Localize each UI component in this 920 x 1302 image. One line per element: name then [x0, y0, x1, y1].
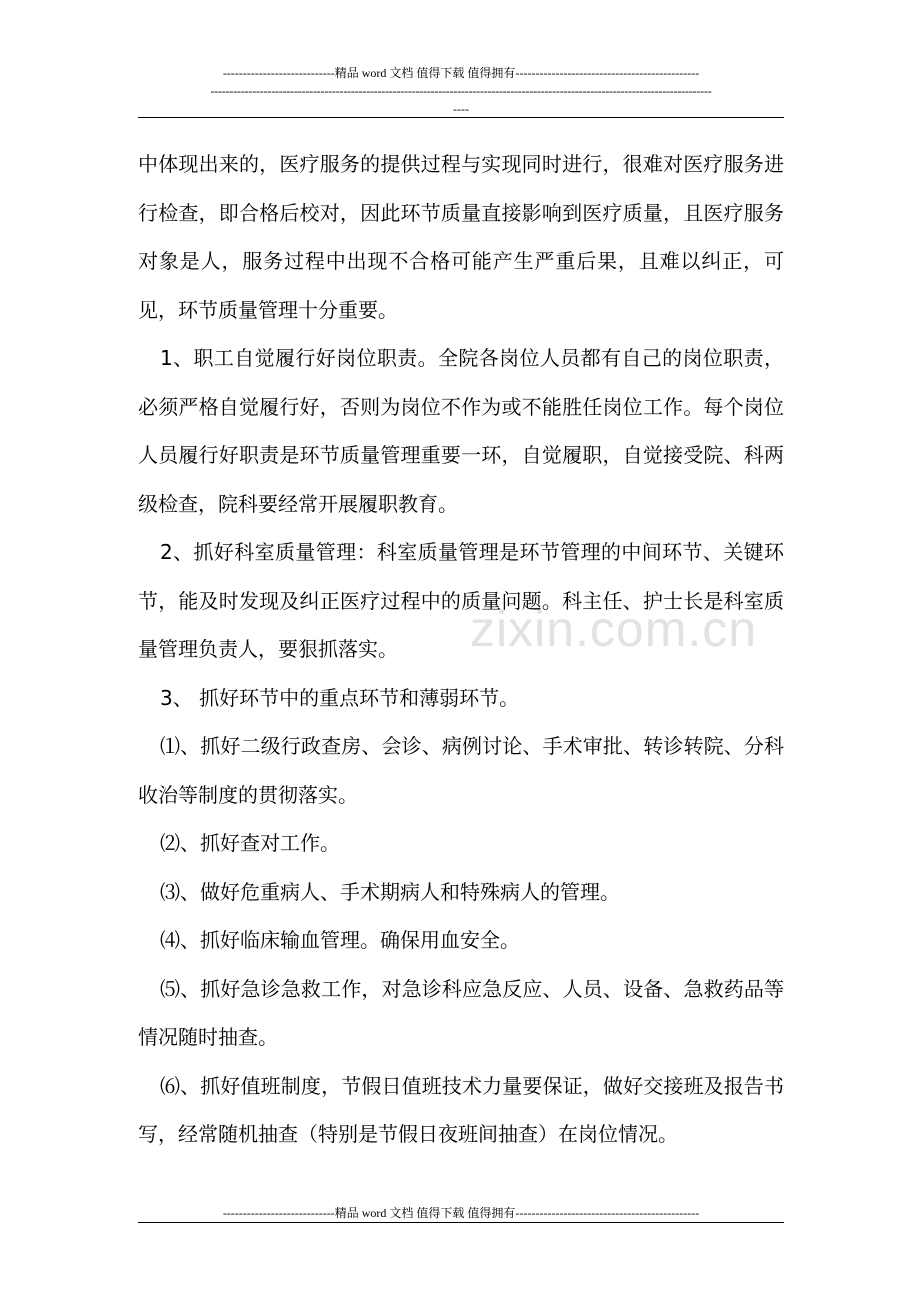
paragraph-subitem-2: ⑵、抓好查对工作。 [160, 831, 340, 855]
paragraph-intro: 中体现出来的，医疗服务的提供过程与实现同时进行，很难对医疗服务进行检查，即合格后校对，因此环节质量直接影响到医疗质量，且医疗服务对象是人，服务过程中出现不合格可能产生严重后果，且难以纠正，可见，环节质量管理十分重要。 [138, 152, 784, 322]
document-body [138, 140, 784, 1159]
watermark: zixin.com.cn [470, 601, 758, 657]
paragraph-subitem-6: ⑹、抓好值班制度，节假日值班技术力量要保证，做好交接班及报告书写，经常随机抽查（特别是节假日夜班间抽查）在岗位情况。 [138, 1073, 784, 1146]
paragraph-item-3: 3、 抓好环节中的重点环节和薄弱环节。 [160, 685, 520, 710]
paragraph-subitem-3: ⑶、做好危重病人、手术期病人和特殊病人的管理。 [160, 879, 620, 904]
paragraph-subitem-4: ⑷、抓好临床输血管理。确保用血安全。 [160, 928, 520, 952]
header-banner-text: ----------------------------精品 word 文档 值得下载 值得拥有---------------------------------------------- [222, 66, 700, 80]
paragraph-item-1: 1、职工自觉履行好岗位职责。全院各岗位人员都有自己的岗位职责，必须严格自觉履行好，否则为岗位不作为或不能胜任岗位工作。每个岗位人员履行好职责是环节质量管理重要一环，自觉履职，自觉接受院、科两级检查，院科要经常开展履职教育。 [138, 346, 784, 516]
paragraph-subitem-5: ⑸、抓好急诊急救工作，对急诊科应急反应、人员、设备、急救药品等情况随时抽查。 [138, 976, 784, 1049]
paragraph-item-2: 2、抓好科室质量管理：科室质量管理是环节管理的中间环节、关键环节，能及时发现及纠正医疗过程中的质量问题。科主任、护士长是科室质量管理负责人，要狠抓落实。 [138, 540, 784, 661]
paragraph-subitem-1: ⑴、抓好二级行政查房、会诊、病例讨论、手术审批、转诊转院、分科收治等制度的贯彻落实。 [138, 734, 784, 807]
header-dash-tail: ---- [453, 102, 469, 116]
header-dash-line: ------------------------------------------------------------------------------------------------------------------------------------ [210, 84, 712, 98]
header-rule [138, 117, 784, 118]
footer-banner-text: ----------------------------精品 word 文档 值得下载 值得拥有---------------------------------------------- [222, 1206, 700, 1220]
page-header [138, 64, 784, 118]
footer-rule [138, 1222, 784, 1223]
